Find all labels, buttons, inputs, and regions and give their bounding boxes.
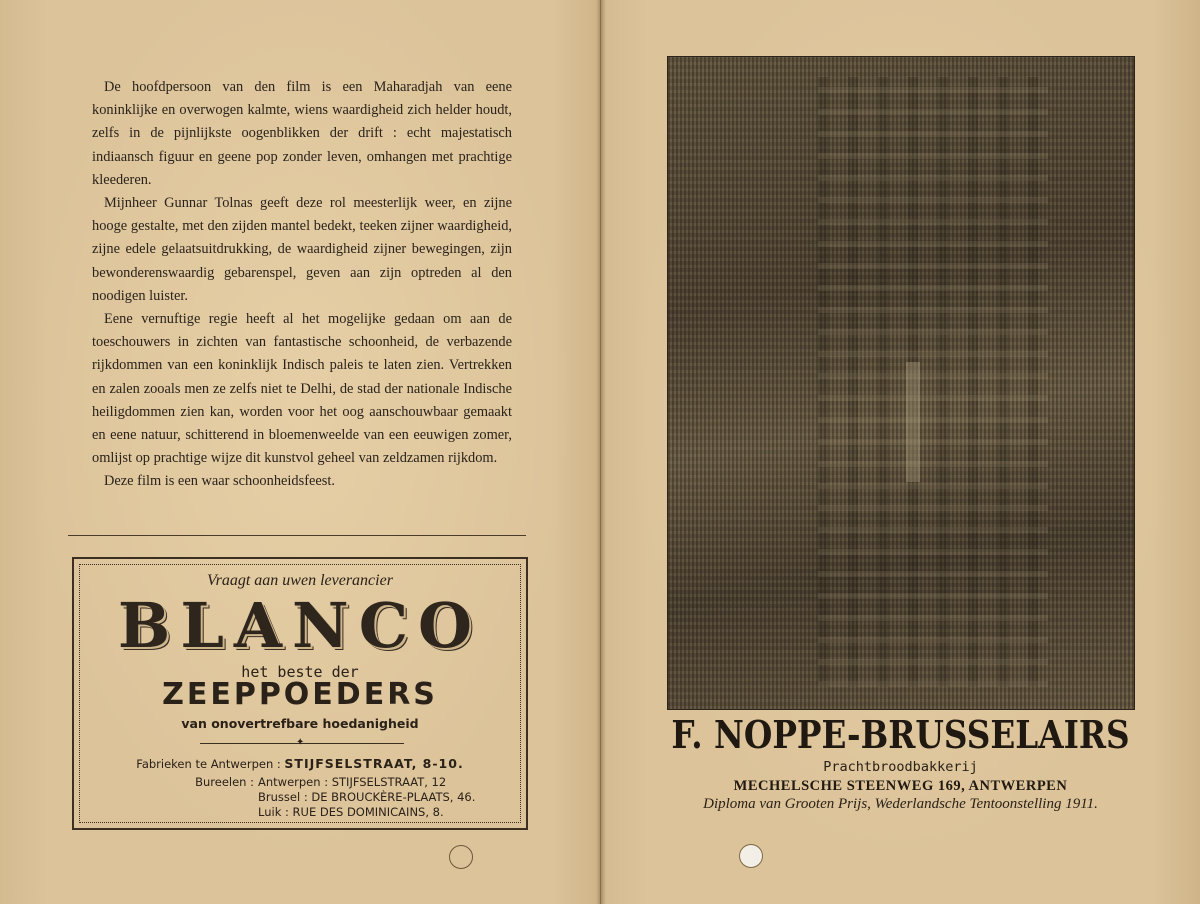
- ornament-icon: ✦: [296, 737, 305, 748]
- ad-tagline: Vraagt aan uwen leverancier: [207, 572, 393, 589]
- ad-offices: [190, 775, 475, 820]
- company-address: MECHELSCHE STEENWEG 169, ANTWERPEN: [733, 778, 1068, 794]
- section-divider: [68, 535, 526, 536]
- ad-product-name: ZEEPPOEDERS: [162, 677, 438, 712]
- company-trade: Prachtbroodbakkerij: [823, 759, 978, 775]
- article-paragraph: Mijnheer Gunnar Tolnas geeft deze rol meesterlijk weer, en zijne hooge gestalte, met den zijden mantel bedekt, teeken zijner waardigheid, zijne edele gelaatsuitdrukking, de waardigheid zijner bewegingen, zijn bewonderenswaardig gebarenspel, geven aan zijn optreden al den noodigen luister.: [92, 195, 512, 304]
- ad-subtitle: het beste der: [241, 663, 359, 681]
- ad-ornament-divider: [200, 737, 404, 748]
- article-paragraph: Eene vernuftige regie heeft al het mogelijke gedaan om aan de toeschouwers in zichten van fantastische schoonheid, de verbazende rijkdommen van een koninklijk Indisch paleis te laten zien. Vertrekken en zalen zooals men ze zelfs niet te Delhi, de stad der nationale Indische heiligdommen zien kan, worden voor het oog aanschouwbaar gemaakt en eene natuur, schitterend in bloemenweelde van een eeuwigen zomer, omlijst op prachtige wijze dit kunstvol geheel van zeldzamen rijkdom.: [92, 311, 512, 467]
- company-diploma: Diploma van Grooten Prijs, Wederlandsche Tentoonstelling 1911.: [703, 796, 1098, 812]
- offices-label: Bureelen :: [195, 775, 254, 789]
- factory-label: Fabrieken te Antwerpen :: [136, 757, 281, 771]
- right-page: [601, 0, 1200, 904]
- film-article: [92, 76, 512, 494]
- ad-quality: van onovertrefbare hoedanigheid: [181, 716, 419, 731]
- article-paragraph: Deze film is een waar schoonheidsfeest.: [104, 473, 335, 490]
- article-paragraph: De hoofdpersoon van den film is een Maharadjah van eene koninklijke en overwogen kalmte, wiens waardigheid zich helder houdt, zelfs in de pijnlijkste oogenblikken der drift : echt majestatisch indiaansch figuur en geene pop zonder leven, omhangen met prachtige kleederen.: [92, 79, 512, 188]
- blanco-advertisement: [72, 557, 528, 830]
- office-line: Antwerpen : STIJFSELSTRAAT, 12: [258, 775, 447, 789]
- ad-brand-name: BLANCO: [117, 589, 483, 662]
- shop-sign: [906, 362, 920, 482]
- punch-hole: [740, 845, 762, 867]
- company-name: F. NOPPE-BRUSSELAIRS: [671, 712, 1130, 757]
- book-spine: [596, 0, 606, 904]
- building-facade: [818, 77, 1048, 687]
- ad-factory-line: [74, 756, 526, 771]
- punch-hole: [449, 845, 473, 869]
- office-line: Brussel : DE BROUCKÈRE-PLAATS, 46.: [258, 790, 476, 804]
- bakery-photograph: [667, 56, 1135, 710]
- office-line: Luik : RUE DES DOMINICAINS, 8.: [258, 805, 444, 819]
- factory-address: STIJFSELSTRAAT, 8-10.: [284, 756, 464, 771]
